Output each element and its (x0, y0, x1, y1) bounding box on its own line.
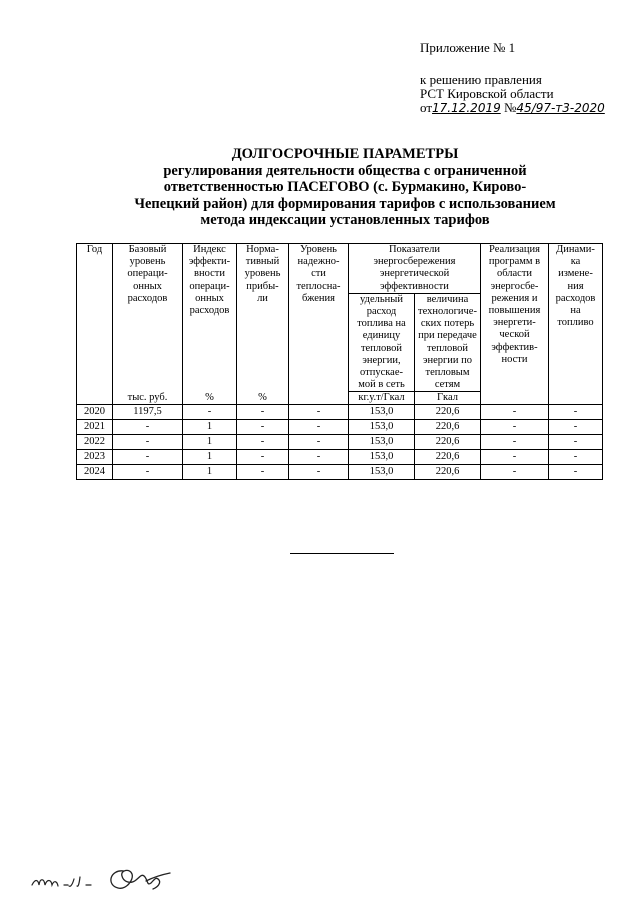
parameters-table (76, 243, 603, 480)
header-text-line: энергии по (422, 354, 473, 366)
cell-programs: - (481, 420, 549, 435)
header-text-line: расход (366, 306, 397, 318)
resolution-number: 45/97-т3-2020 (516, 101, 605, 115)
header-dynamics (549, 244, 603, 405)
cell-profit: - (237, 450, 289, 465)
cell-year: 2023 (77, 450, 113, 465)
header-text-line: прибы- (246, 280, 279, 292)
cell-losses: 220,6 (415, 450, 481, 465)
header-text-line: удельный (360, 293, 403, 305)
header-text-line: онных (133, 280, 162, 292)
header-reliability (289, 244, 349, 405)
cell-base: - (113, 435, 183, 450)
header-text-line: области (496, 268, 533, 280)
title-line-4: Чепецкий район) для формирования тарифов с использованием (134, 195, 556, 212)
header-text-line: единицу (362, 330, 401, 342)
cell-dynamics: - (549, 435, 603, 450)
table-row (77, 420, 603, 435)
header-text-line: ских потерь (420, 318, 475, 330)
header-text-line: программ в (488, 256, 541, 268)
unit-year (77, 392, 113, 405)
header-text-line: энергети- (493, 317, 536, 329)
cell-programs: - (481, 465, 549, 480)
cell-profit: - (237, 420, 289, 435)
cell-programs: - (481, 405, 549, 420)
header-text-line: расходов (189, 305, 230, 317)
title-line-2: регулирования деятельности общества с ограниченной (163, 162, 527, 179)
cell-fuel-rate: 153,0 (349, 405, 415, 420)
header-fuel-rate (349, 293, 415, 392)
table-row (77, 465, 603, 480)
header-text-line: эффекти- (188, 256, 231, 268)
closing-rule (290, 553, 394, 554)
header-text-line: энергосбе- (490, 280, 539, 292)
header-text-line: ли (257, 292, 268, 304)
cell-profit: - (237, 465, 289, 480)
header-text-line: сти (311, 268, 326, 280)
header-text-line: величина (426, 293, 469, 305)
header-text-line: эффективности (380, 280, 449, 292)
cell-fuel-rate: 153,0 (349, 420, 415, 435)
handwritten-signature (28, 855, 198, 895)
cell-fuel-rate: 153,0 (349, 465, 415, 480)
header-text-line: топлива на (357, 318, 406, 330)
cell-reliability: - (289, 435, 349, 450)
header-text-line: расходов (127, 292, 168, 304)
header-text-line: расходов (555, 292, 596, 304)
header-text-line: сетям (434, 379, 461, 391)
header-text-line: операци- (127, 268, 168, 280)
resolution-date: 17.12.2019 (432, 101, 501, 115)
cell-profit: - (237, 435, 289, 450)
header-text-line: на (570, 305, 581, 317)
cell-base: - (113, 420, 183, 435)
resolution-line-2: РСТ Кировской области (420, 86, 554, 101)
header-energy (349, 244, 481, 294)
header-text-line: Базовый (128, 244, 167, 255)
header-text-line: Уровень (300, 244, 337, 255)
header-text-line: уровень (244, 268, 281, 280)
cell-dynamics: - (549, 405, 603, 420)
resolution-line-1: к решению правления (420, 72, 542, 87)
appendix-label: Приложение № 1 (420, 40, 516, 55)
cell-index: 1 (183, 420, 237, 435)
header-text-line: Показатели (388, 244, 441, 255)
document-title (100, 146, 590, 229)
cell-year: 2022 (77, 435, 113, 450)
header-profit (237, 244, 289, 392)
header-text-line: вности (194, 268, 225, 280)
unit-fuel-rate: кг.у.т/Гкал (349, 392, 415, 405)
header-text-line: ческой (499, 329, 530, 341)
resolution-number-prefix: № (503, 100, 517, 115)
cell-losses: 220,6 (415, 405, 481, 420)
cell-losses: 220,6 (415, 420, 481, 435)
header-text-line: операци- (189, 280, 230, 292)
header-text-line: мой в сеть (358, 379, 405, 391)
title-line-3: ответственностью ПАСЕГОВО (с. Бурмакино, Кирово- (163, 179, 527, 195)
cell-index: - (183, 405, 237, 420)
header-year: Год (77, 244, 113, 392)
header-text-line: эффектив- (491, 341, 538, 353)
cell-reliability: - (289, 405, 349, 420)
table-row (77, 450, 603, 465)
cell-dynamics: - (549, 420, 603, 435)
header-text-line: Индекс (193, 244, 226, 255)
cell-programs: - (481, 435, 549, 450)
unit-profit: % (237, 392, 289, 405)
header-base (113, 244, 183, 392)
cell-index: 1 (183, 450, 237, 465)
header-text-line: тивный (245, 256, 280, 268)
header-text-line: отпускае- (360, 367, 403, 379)
header-text-line: тепловой (360, 342, 403, 354)
cell-fuel-rate: 153,0 (349, 450, 415, 465)
header-text-line: онных (195, 292, 224, 304)
header-text-line: энергосбережения (373, 256, 456, 268)
cell-reliability: - (289, 450, 349, 465)
unit-base: тыс. руб. (113, 392, 183, 405)
cell-index: 1 (183, 435, 237, 450)
header-text-line: ности (501, 353, 528, 365)
table-row (77, 405, 603, 420)
title-line-5: метода индексации установленных тарифов (200, 212, 490, 228)
cell-year: 2024 (77, 465, 113, 480)
header-text-line: повышения (488, 305, 541, 317)
header-text-line: энергии, (362, 354, 401, 366)
header-text-line: ния (567, 280, 584, 292)
resolution-line-3 (420, 101, 605, 115)
cell-losses: 220,6 (415, 435, 481, 450)
cell-year: 2020 (77, 405, 113, 420)
header-row-1 (77, 244, 603, 294)
cell-year: 2021 (77, 420, 113, 435)
cell-programs: - (481, 450, 549, 465)
header-text-line: топливо (557, 317, 594, 329)
header-text-line: надежно- (297, 256, 340, 268)
cell-reliability: - (289, 420, 349, 435)
header-programs (481, 244, 549, 405)
header-losses (415, 293, 481, 392)
header-text-line: Реализация (489, 244, 540, 255)
table-row (77, 435, 603, 450)
header-text-line: бжения (302, 292, 335, 304)
cell-base: - (113, 450, 183, 465)
header-text-line: при передаче (418, 330, 477, 342)
cell-fuel-rate: 153,0 (349, 435, 415, 450)
header-index (183, 244, 237, 392)
cell-profit: - (237, 405, 289, 420)
cell-base: 1197,5 (113, 405, 183, 420)
unit-index: % (183, 392, 237, 405)
unit-losses: Гкал (415, 392, 481, 405)
header-text-line: Динами- (556, 244, 595, 255)
header-text-line: ка (570, 256, 581, 268)
cell-index: 1 (183, 465, 237, 480)
cell-losses: 220,6 (415, 465, 481, 480)
cell-base: - (113, 465, 183, 480)
title-line-1: ДОЛГОСРОЧНЫЕ ПАРАМЕТРЫ (231, 146, 459, 162)
header-text-line: уровень (129, 256, 166, 268)
header-text-line: режения и (491, 292, 538, 304)
cell-dynamics: - (549, 465, 603, 480)
header-text-line: энергетической (379, 268, 450, 280)
header-text-line: технологиче- (418, 306, 477, 318)
header-text-line: измене- (558, 268, 593, 280)
header-text-line: теплосна- (296, 280, 341, 292)
header-text-line: тепловой (426, 342, 469, 354)
header-text-line: Норма- (246, 244, 279, 255)
resolution-reference (420, 73, 605, 115)
cell-dynamics: - (549, 450, 603, 465)
header-text-line: тепловым (425, 367, 470, 379)
cell-reliability: - (289, 465, 349, 480)
resolution-prefix: от (420, 100, 433, 115)
